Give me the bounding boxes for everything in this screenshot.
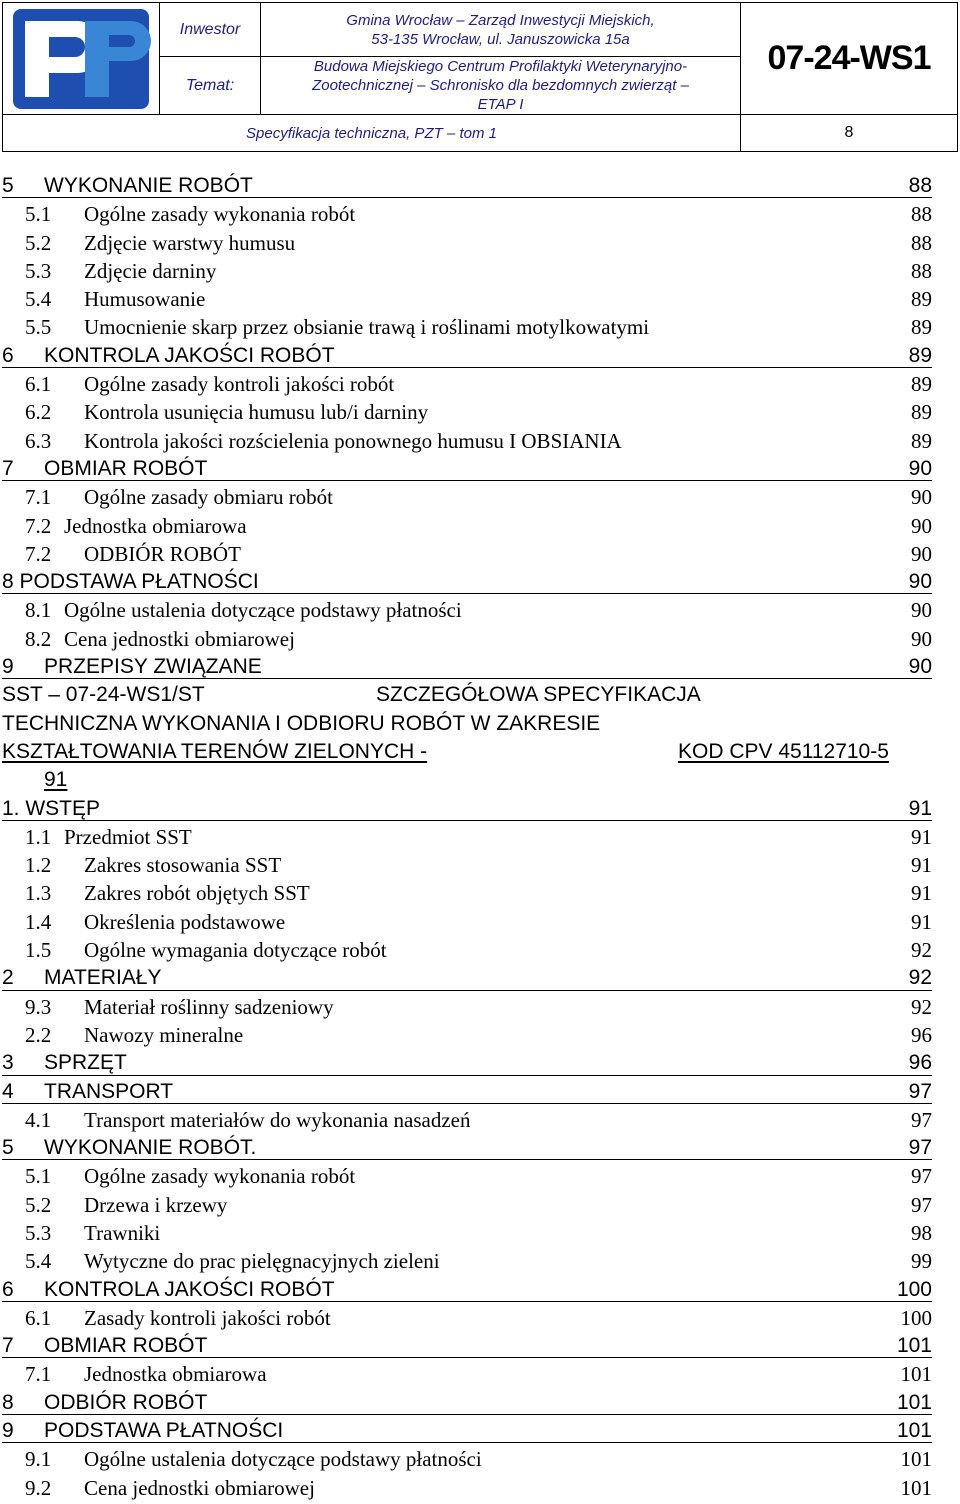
toc-entry-number: 1.1 (25, 824, 52, 849)
toc-entry-number: 5.3 (25, 258, 52, 283)
toc-entry-number: 5 (2, 1136, 14, 1160)
toc-entry-number: 9.2 (25, 1475, 52, 1500)
toc-entry-number: 2 (2, 966, 14, 990)
toc-entry-title: Ogólne wymagania dotyczące robót (84, 938, 387, 963)
toc-entry[interactable] (0, 370, 960, 398)
toc-entry-number: 9.3 (25, 994, 52, 1019)
toc-entry-number: 5.2 (25, 1192, 52, 1217)
toc-entry-page: 89 (911, 372, 932, 397)
toc-heading[interactable] (0, 653, 960, 681)
toc-entry-page: 91 (911, 824, 932, 849)
toc-entry-number: 5.5 (25, 315, 52, 340)
toc-heading-underline (2, 197, 932, 198)
toc-entry-title: ODBIÓR ROBÓT (84, 541, 241, 566)
toc-entry-title: Kontrola usunięcia humusu lub/i darniny (84, 400, 429, 425)
toc-entry-page: 89 (911, 315, 932, 340)
toc-entry-page: 92 (908, 966, 932, 990)
toc-entry-title: 8 PODSTAWA PŁATNOŚCI (2, 570, 259, 594)
toc-entry[interactable] (0, 823, 960, 851)
toc-entry-number: 6.2 (25, 400, 52, 425)
toc-entry-page: 90 (908, 570, 932, 594)
investor-line-1: Gmina Wrocław – Zarząd Inwestycji Miejskich, (346, 11, 655, 29)
page-number: 8 (741, 115, 958, 152)
toc-entry-title: ODBIÓR ROBÓT (44, 1390, 208, 1414)
sst-title-line-1 (0, 681, 960, 709)
toc-entry-number: 8 (2, 1390, 14, 1414)
toc-entry-number: 9.1 (25, 1447, 52, 1472)
toc-heading[interactable] (0, 1049, 960, 1077)
toc-heading[interactable] (0, 1332, 960, 1360)
toc-entry-title: Ogólne ustalenia dotyczące podstawy płatności (84, 1447, 482, 1472)
toc-entry-page: 91 (908, 796, 932, 820)
toc-entry-number: 6.1 (25, 372, 52, 397)
toc-heading-underline (2, 593, 932, 594)
toc-heading-underline (2, 367, 932, 368)
toc-entry-title: Cena jednostki obmiarowej (64, 626, 295, 651)
toc-entry-title: KONTROLA JAKOŚCI ROBÓT (44, 1277, 335, 1301)
toc-entry-title: Ogólne zasady wykonania robót (84, 1164, 356, 1189)
toc-heading-underline (2, 1075, 932, 1076)
toc-entry-title: Jednostka obmiarowa (64, 513, 247, 538)
toc-entry-number: 9 (2, 1419, 14, 1443)
toc-entry-number: 6 (2, 1277, 14, 1301)
toc-entry[interactable] (0, 596, 960, 624)
sst-code: SST – 07-24-WS1/ST (2, 683, 205, 707)
toc-entry-title: Humusowanie (84, 287, 206, 312)
toc-entry-title: Przedmiot SST (64, 824, 192, 849)
toc-entry-title: PODSTAWA PŁATNOŚCI (44, 1419, 284, 1443)
toc-entry-number: 5.2 (25, 230, 52, 255)
toc-heading-underline (2, 1357, 932, 1358)
sst-title-part-2: TECHNICZNA WYKONANIA I ODBIORU ROBÓT W ZAKRESIE (2, 711, 601, 735)
toc-entry[interactable] (0, 851, 960, 879)
toc-entry-title: Ogólne zasady kontroli jakości robót (84, 372, 395, 397)
toc-entry-page: 97 (911, 1107, 932, 1132)
toc-heading-underline (2, 990, 932, 991)
toc-entry-number: 1.2 (25, 853, 52, 878)
toc-heading[interactable] (0, 172, 960, 200)
toc-entry[interactable] (0, 1106, 960, 1134)
toc-entry-title: Materiał roślinny sadzeniowy (84, 994, 334, 1019)
toc-entry-page: 88 (911, 258, 932, 283)
subject-value (261, 57, 741, 115)
toc-entry[interactable] (0, 1162, 960, 1190)
subject-line-2: Zootechnicznej – Schronisko dla bezdomnych zwierząt – (312, 77, 689, 94)
toc-heading[interactable] (0, 342, 960, 370)
toc-entry[interactable] (0, 200, 960, 228)
toc-heading[interactable] (0, 455, 960, 483)
toc-entry[interactable] (0, 1021, 960, 1049)
toc-entry-number: 5.3 (25, 1220, 52, 1245)
toc-entry[interactable] (0, 625, 960, 653)
toc-entry-page: 101 (896, 1334, 932, 1358)
toc-section-1 (0, 172, 960, 681)
toc-entry-page: 100 (900, 1305, 932, 1330)
sst-title-line-4 (0, 766, 960, 794)
toc-heading-underline (2, 1103, 932, 1104)
toc-entry[interactable] (0, 427, 960, 455)
toc-entry-page: 89 (911, 428, 932, 453)
toc-entry-page: 101 (900, 1362, 932, 1387)
toc-entry-title: PRZEPISY ZWIĄZANE (44, 655, 262, 679)
toc-entry-page: 98 (911, 1220, 932, 1245)
toc-entry[interactable] (0, 229, 960, 257)
toc-heading[interactable] (0, 795, 960, 823)
toc-entry-title: MATERIAŁY (44, 966, 162, 990)
toc-entry-title: Transport materiałów do wykonania nasadzeń (84, 1107, 471, 1132)
toc-entry-page: 89 (911, 400, 932, 425)
spec-title: Specyfikacja techniczna, PZT – tom 1 (3, 115, 741, 152)
toc-entry-page: 88 (911, 202, 932, 227)
toc-heading-underline (2, 1442, 932, 1443)
toc-entry[interactable] (0, 993, 960, 1021)
toc-heading[interactable] (0, 1389, 960, 1417)
toc-entry-title: OBMIAR ROBÓT (44, 456, 208, 480)
toc-entry-page: 91 (911, 881, 932, 906)
toc-entry-number: 1.3 (25, 881, 52, 906)
toc-heading[interactable] (0, 1078, 960, 1106)
toc-entry-number: 7 (2, 456, 14, 480)
toc-entry-page: 97 (911, 1192, 932, 1217)
toc-entry[interactable] (0, 1304, 960, 1332)
toc-entry-number: 6.3 (25, 428, 52, 453)
toc-entry[interactable] (0, 936, 960, 964)
table-of-contents (0, 172, 960, 1502)
toc-entry-title: Umocnienie skarp przez obsianie trawą i roślinami motylkowatymi (84, 315, 650, 340)
toc-entry-number: 1.4 (25, 909, 52, 934)
toc-entry-number: 9 (2, 655, 14, 679)
toc-entry-title: Wytyczne do prac pielęgnacyjnych zieleni (84, 1249, 440, 1274)
toc-entry-number: 3 (2, 1051, 14, 1075)
toc-entry[interactable] (0, 483, 960, 511)
toc-heading-underline (2, 480, 932, 481)
sst-title-line-2 (0, 710, 960, 738)
toc-entry-title: Określenia podstawowe (84, 909, 286, 934)
toc-entry-page: 101 (900, 1447, 932, 1472)
toc-entry-title: Trawniki (84, 1220, 161, 1245)
toc-entry-title: WYKONANIE ROBÓT (44, 174, 253, 197)
toc-entry-number: 2.2 (25, 1022, 52, 1047)
toc-entry-page: 90 (911, 626, 932, 651)
subject-line-1: Budowa Miejskiego Centrum Profilaktyki Weterynaryjno- (313, 58, 688, 75)
toc-entry-page: 101 (900, 1475, 932, 1500)
toc-entry-page: 92 (911, 994, 932, 1019)
toc-heading-underline (2, 1159, 932, 1160)
toc-entry-page: 89 (908, 343, 932, 367)
toc-entry-title: Drzewa i krzewy (84, 1192, 228, 1217)
toc-entry[interactable] (0, 908, 960, 936)
sst-cpv-code: KOD CPV 45112710-5 (678, 739, 889, 763)
toc-heading[interactable] (0, 568, 960, 596)
toc-entry-title: 1. WSTĘP (2, 796, 101, 820)
toc-heading-underline (2, 678, 932, 679)
toc-entry-title: Cena jednostki obmiarowej (84, 1475, 315, 1500)
logo-cell (3, 3, 160, 115)
toc-entry[interactable] (0, 285, 960, 313)
sst-page: 91 (44, 768, 68, 792)
toc-entry[interactable] (0, 1445, 960, 1473)
toc-entry-page: 89 (911, 287, 932, 312)
toc-entry-page: 91 (911, 909, 932, 934)
toc-entry-number: 7.2 (25, 541, 52, 566)
toc-entry-title: Ogólne ustalenia dotyczące podstawy płatności (64, 598, 462, 623)
toc-entry-title: Ogólne zasady wykonania robót (84, 202, 356, 227)
toc-entry-number: 5.1 (25, 202, 52, 227)
toc-entry-page: 101 (896, 1419, 932, 1443)
toc-entry-title: Ogólne zasady obmiaru robót (84, 485, 334, 510)
toc-entry-page: 97 (908, 1136, 932, 1160)
toc-entry-number: 1.5 (25, 938, 52, 963)
toc-entry-number: 7.2 (25, 513, 52, 538)
toc-heading[interactable] (0, 1134, 960, 1162)
toc-entry[interactable] (0, 1474, 960, 1502)
toc-entry-page: 99 (911, 1249, 932, 1274)
toc-entry-page: 90 (911, 513, 932, 538)
toc-entry-number: 4 (2, 1079, 14, 1103)
toc-entry-page: 88 (911, 230, 932, 255)
toc-entry-page: 88 (908, 174, 932, 197)
toc-entry-page: 90 (908, 456, 932, 480)
toc-entry-title: Zakres robót objętych SST (84, 881, 310, 906)
toc-entry[interactable] (0, 1219, 960, 1247)
toc-entry-title: Zasady kontroli jakości robót (84, 1305, 331, 1330)
toc-entry-page: 90 (908, 655, 932, 679)
toc-entry-page: 90 (911, 541, 932, 566)
toc-entry[interactable] (0, 313, 960, 341)
toc-entry-number: 5.1 (25, 1164, 52, 1189)
toc-entry-title: Zakres stosowania SST (84, 853, 282, 878)
toc-entry-number: 7.1 (25, 485, 52, 510)
toc-heading[interactable] (0, 1417, 960, 1445)
toc-entry-page: 90 (911, 598, 932, 623)
toc-heading-underline (2, 1414, 932, 1415)
toc-heading[interactable] (0, 1276, 960, 1304)
sst-title-part-3: KSZTAŁTOWANIA TERENÓW ZIELONYCH - (2, 739, 428, 763)
toc-entry-number: 5.4 (25, 287, 52, 312)
toc-entry-page: 92 (911, 938, 932, 963)
company-logo-icon (11, 7, 151, 111)
toc-entry-title: KONTROLA JAKOŚCI ROBÓT (44, 343, 335, 367)
toc-entry-number: 6.1 (25, 1305, 52, 1330)
toc-entry-title: Kontrola jakości rozścielenia ponownego humusu I OBSIANIA (84, 428, 622, 453)
toc-entry-page: 97 (908, 1079, 932, 1103)
sst-title-line-3 (0, 738, 960, 766)
subject-line-3: ETAP I (477, 96, 524, 113)
toc-entry-number: 8.2 (25, 626, 52, 651)
toc-entry[interactable] (0, 540, 960, 568)
toc-entry[interactable] (0, 398, 960, 426)
toc-entry-number: 5 (2, 174, 14, 197)
toc-entry-title: Nawozy mineralne (84, 1022, 244, 1047)
toc-entry-title: Zdjęcie darniny (84, 258, 217, 283)
toc-heading-underline (2, 1301, 932, 1302)
toc-heading-underline (2, 820, 932, 821)
toc-entry-page: 91 (911, 853, 932, 878)
toc-entry-number: 4.1 (25, 1107, 52, 1132)
toc-entry-page: 96 (911, 1022, 932, 1047)
sst-title-block (0, 681, 960, 794)
toc-entry[interactable] (0, 1360, 960, 1388)
toc-entry-title: TRANSPORT (44, 1079, 174, 1103)
toc-entry-number: 7 (2, 1334, 14, 1358)
toc-entry-number: 8.1 (25, 598, 52, 623)
toc-entry-title: SPRZĘT (44, 1051, 127, 1075)
toc-entry-page: 90 (911, 485, 932, 510)
subject-label: Temat: (160, 57, 261, 115)
toc-entry-title: Jednostka obmiarowa (84, 1362, 267, 1387)
toc-entry[interactable] (0, 512, 960, 540)
toc-entry-page: 101 (896, 1390, 932, 1414)
toc-entry-number: 6 (2, 343, 14, 367)
toc-entry[interactable] (0, 257, 960, 285)
investor-line-2: 53-135 Wrocław, ul. Januszowicka 15a (371, 30, 630, 48)
toc-entry-page: 100 (896, 1277, 932, 1301)
investor-label: Inwestor (160, 3, 261, 57)
toc-entry[interactable] (0, 879, 960, 907)
toc-entry-title: Zdjęcie warstwy humusu (84, 230, 296, 255)
toc-entry-title: OBMIAR ROBÓT (44, 1334, 208, 1358)
toc-entry-number: 7.1 (25, 1362, 52, 1387)
toc-section-2 (0, 795, 960, 1502)
document-header (2, 2, 958, 152)
toc-entry-number: 5.4 (25, 1249, 52, 1274)
toc-entry[interactable] (0, 1247, 960, 1275)
toc-entry-page: 96 (908, 1051, 932, 1075)
toc-heading[interactable] (0, 964, 960, 992)
investor-value (261, 3, 741, 57)
sst-title-part: SZCZEGÓŁOWA SPECYFIKACJA (376, 683, 701, 707)
toc-entry[interactable] (0, 1191, 960, 1219)
toc-entry-title: WYKONANIE ROBÓT. (44, 1136, 257, 1160)
document-code: 07-24-WS1 (741, 3, 958, 115)
toc-entry-page: 97 (911, 1164, 932, 1189)
